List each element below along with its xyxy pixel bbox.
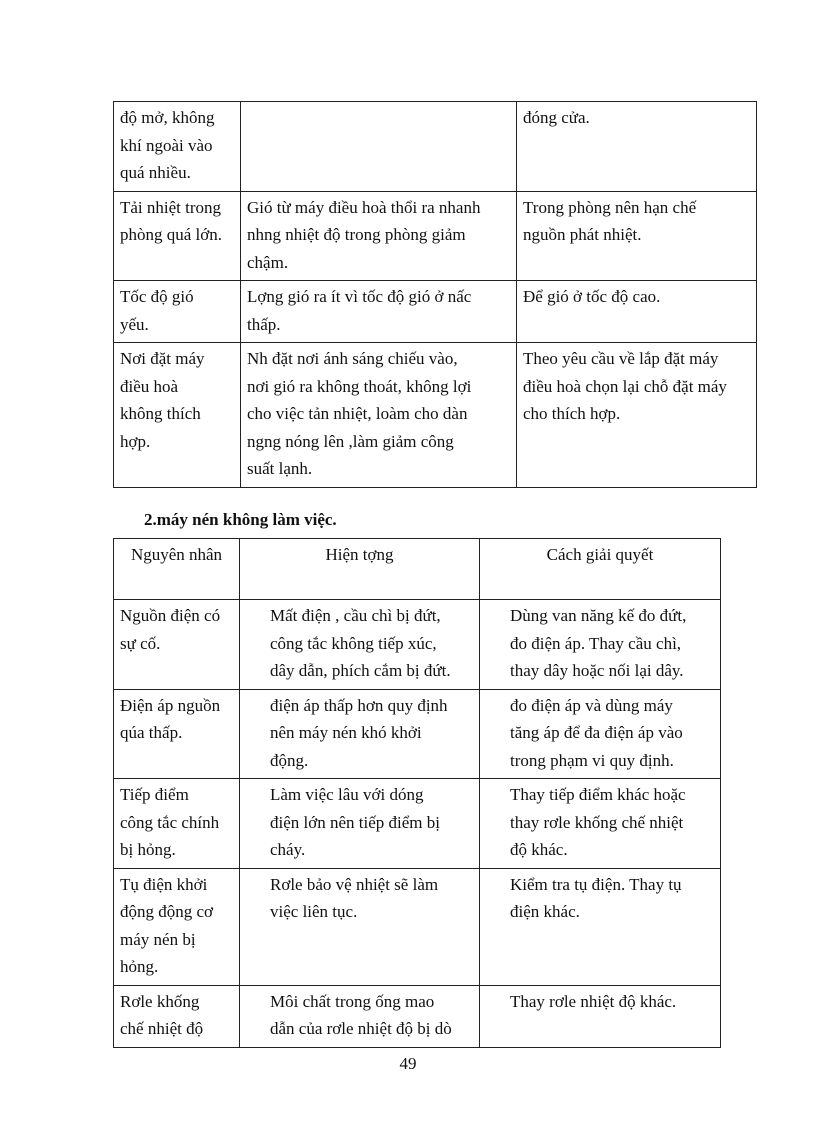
header-cause: Nguyên nhân — [114, 539, 240, 600]
solution-cell: đóng cửa. — [517, 102, 757, 192]
symptom-cell: Nh đặt nơi ánh sáng chiếu vào, nơi gió ra không thoát, không lợi cho việc tản nhiệt, loàm cho dàn ngng nóng lên ,làm giảm công suất lạnh. — [241, 343, 517, 488]
table-row — [114, 281, 757, 343]
cause-cell: Tụ điện khởi động động cơ máy nén bị hỏng. — [114, 868, 240, 985]
section-heading: 2.máy nén không làm việc. — [144, 510, 337, 529]
cause-cell: Tốc độ gió yếu. — [114, 281, 241, 343]
cause-cell: độ mở, không khí ngoài vào quá nhiều. — [114, 102, 241, 192]
symptom-cell: điện áp thấp hơn quy định nên máy nén khó khởi động. — [240, 689, 480, 779]
troubleshooting-table-continued — [113, 101, 757, 488]
cause-cell: Nguồn điện có sự cố. — [114, 600, 240, 690]
table-row — [114, 689, 721, 779]
symptom-cell: Môi chất trong ống mao dẫn của rơle nhiệt độ bị dò — [240, 985, 480, 1047]
header-solution: Cách giải quyết — [480, 539, 721, 600]
compressor-troubleshooting-table — [113, 538, 721, 1048]
table-header-row — [114, 539, 721, 600]
solution-cell: Để gió ở tốc độ cao. — [517, 281, 757, 343]
symptom-cell: Mất điện , cầu chì bị đứt, công tắc không tiếp xúc, dây dẫn, phích cắm bị đứt. — [240, 600, 480, 690]
page-number: 49 — [399, 1054, 417, 1073]
solution-cell: Thay tiếp điểm khác hoặc thay rơle khống chế nhiệt độ khác. — [480, 779, 721, 869]
symptom-cell — [241, 102, 517, 192]
table-row — [114, 985, 721, 1047]
solution-cell: Thay rơle nhiệt độ khác. — [480, 985, 721, 1047]
solution-cell: Dùng van năng kế đo đứt, đo điện áp. Thay cầu chì, thay dây hoặc nối lại dây. — [480, 600, 721, 690]
cause-cell: Rơle khống chế nhiệt độ — [114, 985, 240, 1047]
cause-cell: Tải nhiệt trong phòng quá lớn. — [114, 191, 241, 281]
cause-cell: Tiếp điểm công tắc chính bị hỏng. — [114, 779, 240, 869]
solution-cell: đo điện áp và dùng máy tăng áp để đa điện áp vào trong phạm vi quy định. — [480, 689, 721, 779]
symptom-cell: Rơle bảo vệ nhiệt sẽ làm việc liên tục. — [240, 868, 480, 985]
table-row — [114, 600, 721, 690]
table-row — [114, 343, 757, 488]
table-row — [114, 779, 721, 869]
table-row — [114, 868, 721, 985]
header-symptom: Hiện tợng — [240, 539, 480, 600]
cause-cell: Điện áp nguồn qúa thấp. — [114, 689, 240, 779]
solution-cell: Trong phòng nên hạn chế nguồn phát nhiệt. — [517, 191, 757, 281]
symptom-cell: Gió từ máy điều hoà thổi ra nhanh nhng nhiệt độ trong phòng giảm chậm. — [241, 191, 517, 281]
solution-cell: Kiểm tra tụ điện. Thay tụ điện khác. — [480, 868, 721, 985]
table-row — [114, 102, 757, 192]
symptom-cell: Lợng gió ra ít vì tốc độ gió ở nấc thấp. — [241, 281, 517, 343]
cause-cell: Nơi đặt máy điều hoà không thích hợp. — [114, 343, 241, 488]
table-row — [114, 191, 757, 281]
symptom-cell: Làm việc lâu với dóng điện lớn nên tiếp điểm bị cháy. — [240, 779, 480, 869]
solution-cell: Theo yêu cầu về lắp đặt máy điều hoà chọn lại chỗ đặt máy cho thích hợp. — [517, 343, 757, 488]
